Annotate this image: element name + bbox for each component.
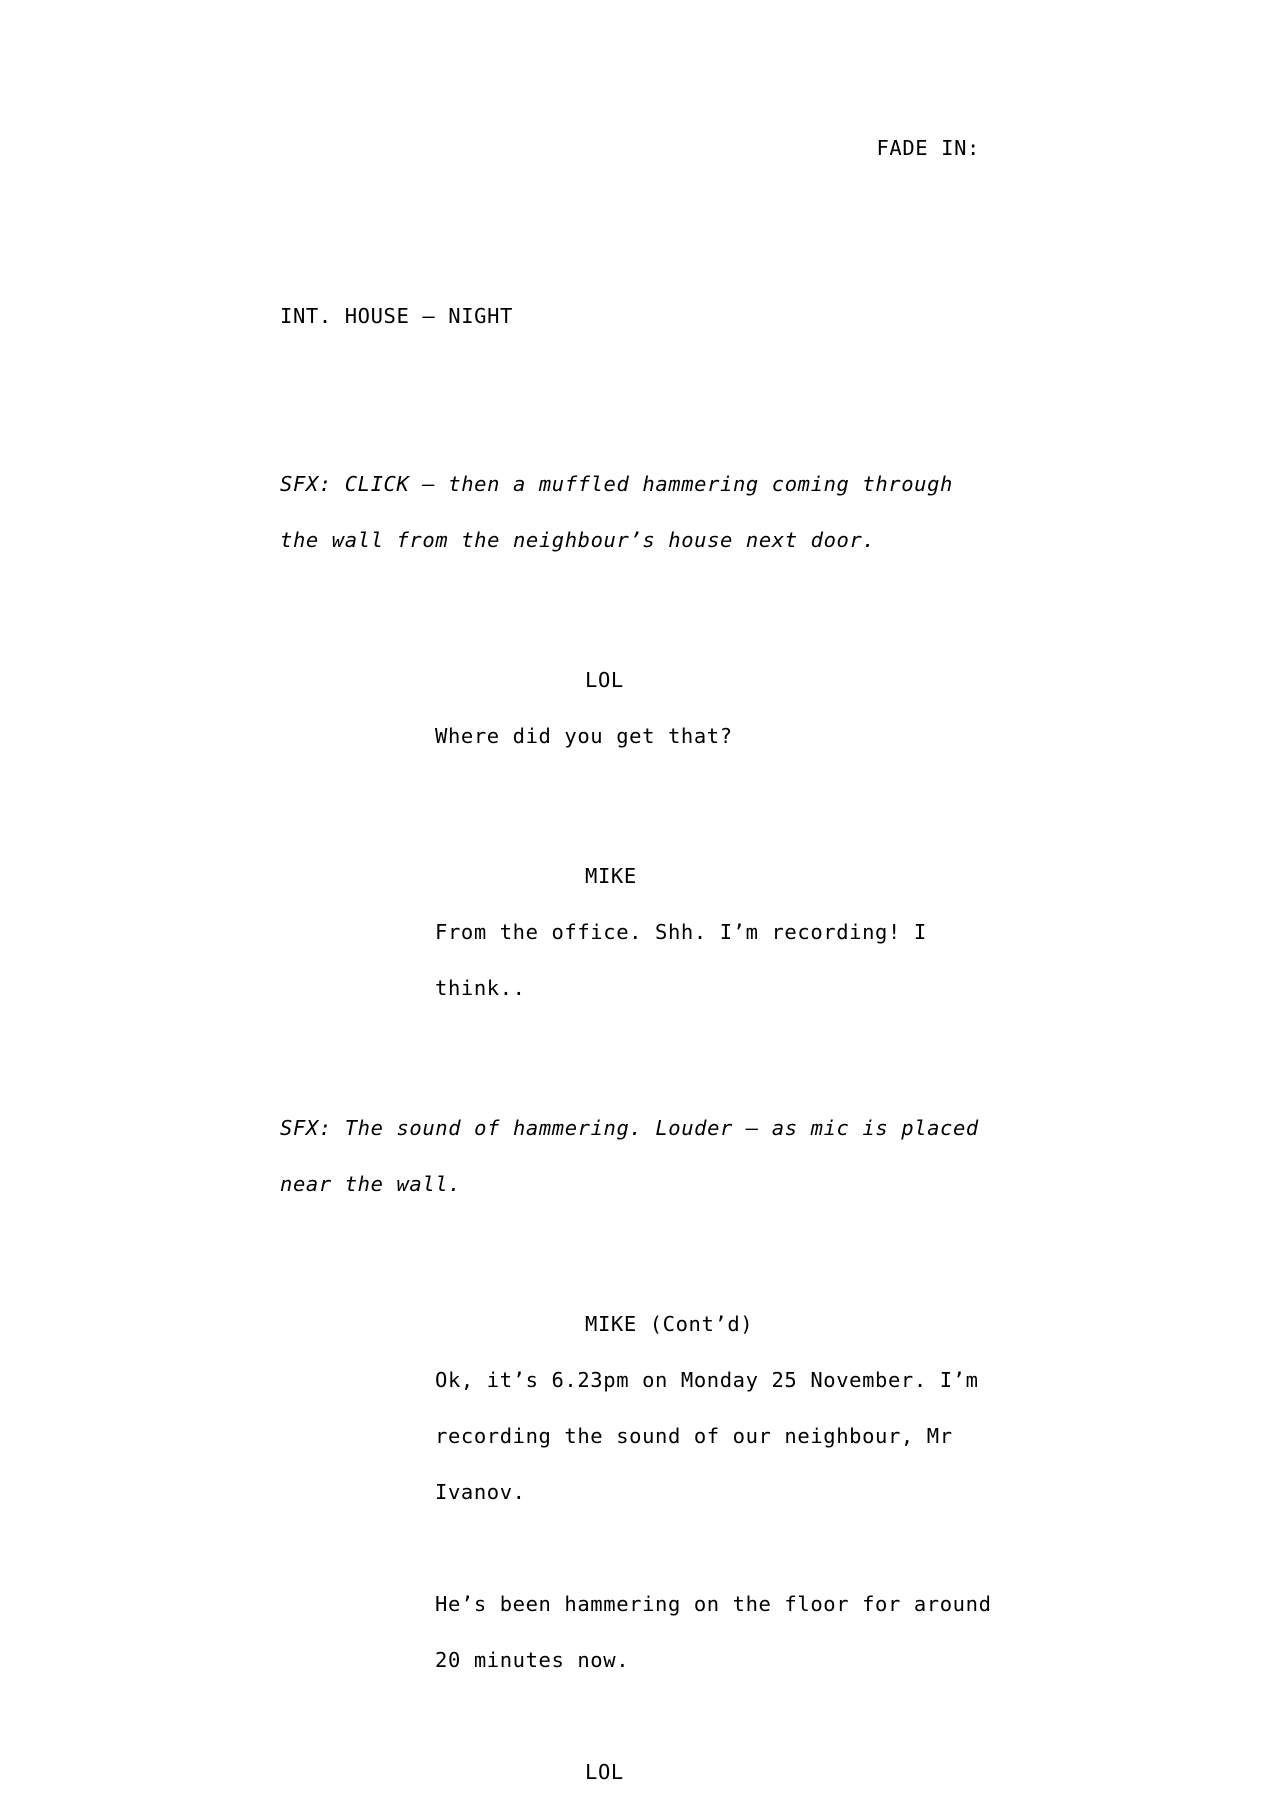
spacer-line — [0, 764, 1280, 820]
script-line-dialogue: Where did you get that? — [435, 724, 733, 748]
spacer-line — [0, 1520, 1280, 1576]
spacer-line — [0, 624, 1280, 652]
spacer-line — [0, 1212, 1280, 1268]
script-line-transition: FADE IN: — [876, 136, 980, 160]
script-line-character: LOL — [585, 668, 624, 692]
screenplay-body — [0, 120, 1280, 1811]
script-line-dialogue: 20 minutes now. — [435, 1648, 630, 1672]
script-line-slug: INT. HOUSE — NIGHT — [280, 304, 513, 328]
script-line-dialogue: think.. — [435, 976, 526, 1000]
script-line-dialogue: Ivanov. — [435, 1480, 526, 1504]
script-line-action: the wall from the neighbour’s house next door. — [280, 528, 876, 552]
script-line-dialogue: He’s been hammering on the floor for around — [435, 1592, 992, 1616]
script-line-dialogue: From the office. Shh. I’m recording! I — [435, 920, 927, 944]
spacer-line — [0, 1072, 1280, 1100]
spacer-line — [0, 400, 1280, 456]
script-line-character: LOL — [585, 1760, 624, 1784]
spacer-line — [0, 1016, 1280, 1072]
spacer-line — [0, 1268, 1280, 1296]
script-line-character: MIKE (Cont’d) — [585, 1312, 754, 1336]
spacer-line — [0, 568, 1280, 624]
script-line-dialogue: Ok, it’s 6.23pm on Monday 25 November. I’m — [435, 1368, 979, 1392]
script-line-action: SFX: The sound of hammering. Louder — as mic is placed — [280, 1116, 979, 1140]
spacer-line — [0, 1688, 1280, 1744]
spacer-line — [0, 232, 1280, 288]
spacer-line — [0, 176, 1280, 232]
spacer-line — [0, 344, 1280, 400]
script-line-action: SFX: CLICK — then a muffled hammering coming through — [280, 472, 953, 496]
spacer-line — [0, 820, 1280, 848]
script-line-dialogue: recording the sound of our neighbour, Mr — [435, 1424, 953, 1448]
script-line-character: MIKE — [585, 864, 637, 888]
script-line-action: near the wall. — [280, 1172, 462, 1196]
